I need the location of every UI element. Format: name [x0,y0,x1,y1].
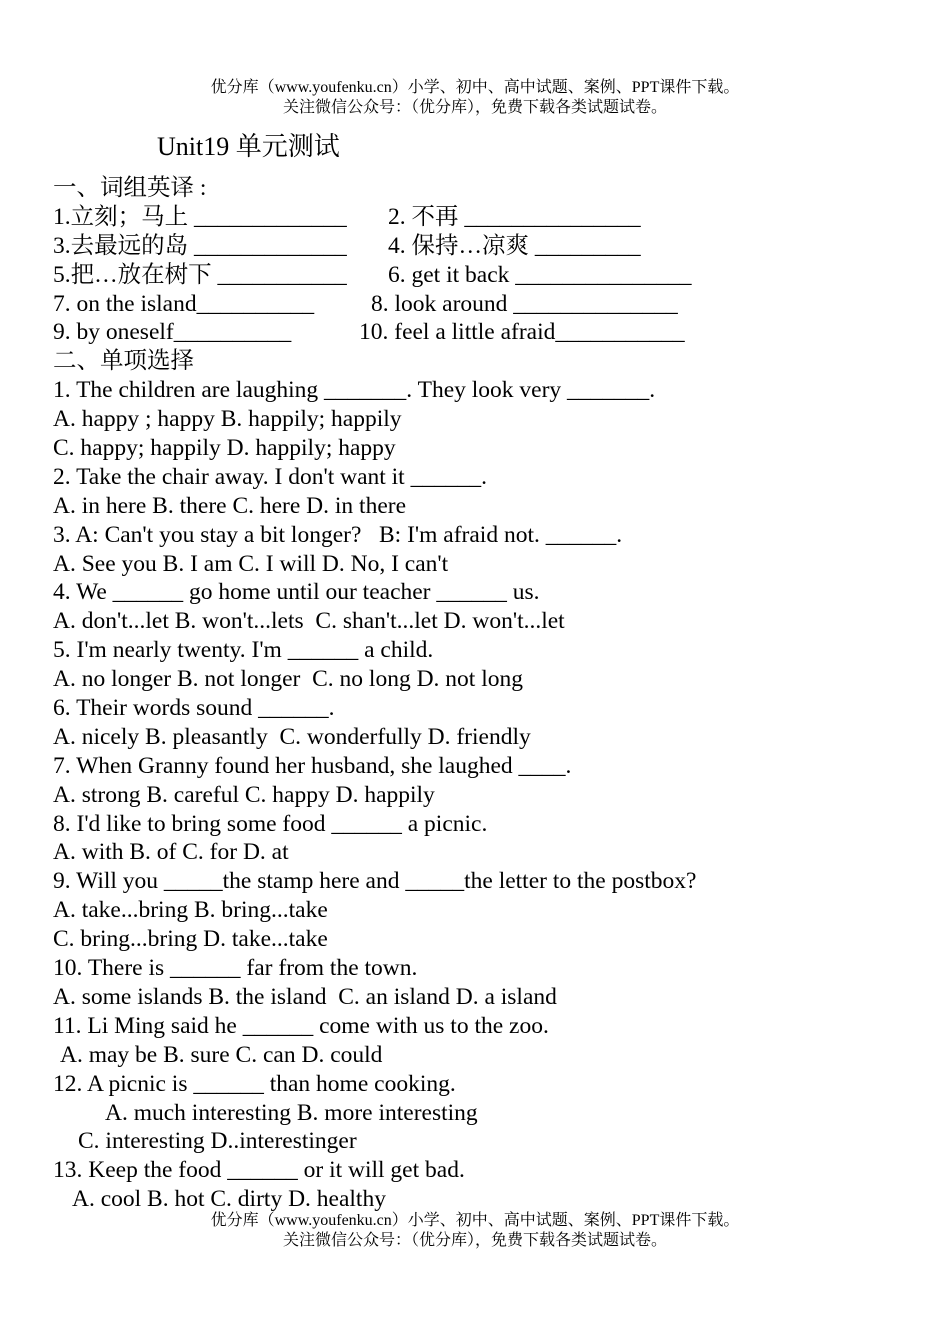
question-1-options: A. happy ; happy B. happily; happily [53,406,402,433]
footer-line-1: 优分库（www.youfenku.cn）小学、初中、高中试题、案例、PPT课件下载。 [210,1212,740,1229]
question-7-options: A. strong B. careful C. happy D. happily [53,781,435,808]
footer-line-2: 关注微信公众号：（优分库），免费下载各类试题试卷。 [282,1232,667,1249]
question-3: 3. A: Can't you stay a bit longer? B: I'm afraid not. ______. [53,521,623,548]
phrase-item: 8. look around ______________ [371,290,678,317]
question-12: 12. A picnic is ______ than home cooking. [53,1070,456,1097]
question-13: 13. Keep the food ______ or it will get bad. [53,1157,465,1184]
phrase-item: 6. get it back _______________ [388,261,692,288]
question-10-options: A. some islands B. the island C. an island D. a island [53,983,557,1010]
question-12-options: C. interesting D..interestinger [78,1128,357,1155]
phrase-item: 1.立刻；马上 _____________ [53,203,347,230]
phrase-row-5 [53,318,933,347]
phrase-item: 9. by oneself__________ [53,319,292,346]
phrase-item: 7. on the island__________ [53,290,315,317]
question-9-options: A. take...bring B. bring...take [53,897,328,924]
question-1-options: C. happy; happily D. happily; happy [53,435,396,462]
page-header [0,78,950,118]
page-title: Unit19 单元测试 [157,132,340,161]
header-line-1: 优分库（www.youfenku.cn）小学、初中、高中试题、案例、PPT课件下载。 [210,79,740,96]
question-10: 10. There is ______ far from the town. [53,955,418,982]
phrase-item: 5.把…放在树下 ___________ [53,261,347,288]
phrase-row-1 [53,203,933,232]
header-line-2: 关注微信公众号：（优分库），免费下载各类试题试卷。 [282,99,667,116]
section1-heading: 一、词组英译 : [53,175,207,201]
question-13-options: A. cool B. hot C. dirty D. healthy [72,1186,386,1213]
question-2-options: A. in here B. there C. here D. in there [53,492,407,519]
phrase-item: 4. 保持…凉爽 _________ [388,232,641,259]
question-5-options: A. no longer B. not longer C. no long D. not long [53,666,523,693]
question-4-options: A. don't...let B. won't...lets C. shan't...let D. won't...let [53,608,565,635]
phrase-item: 3.去最远的岛 _____________ [53,232,347,259]
question-11: 11. Li Ming said he ______ come with us to the zoo. [53,1012,549,1039]
question-12-options: A. much interesting B. more interesting [105,1099,478,1126]
question-5: 5. I'm nearly twenty. I'm ______ a child. [53,637,434,664]
phrase-item: 2. 不再 _______________ [388,203,641,230]
question-6-options: A. nicely B. pleasantly C. wonderfully D. friendly [53,723,531,750]
phrase-row-3 [53,261,933,290]
phrase-row-4 [53,290,933,319]
question-3-options: A. See you B. I am C. I will D. No, I can't [53,550,449,577]
section2-heading: 二、单项选择 [53,348,194,375]
worksheet-body [53,174,933,1214]
question-9-options: C. bring...bring D. take...take [53,926,328,953]
question-1: 1. The children are laughing _______. They look very _______. [53,377,656,404]
question-6: 6. Their words sound ______. [53,695,335,722]
question-7: 7. When Granny found her husband, she laughed ____. [53,752,572,779]
page-footer [0,1211,950,1251]
phrase-row-2 [53,232,933,261]
question-8-options: A. with B. of C. for D. at [53,839,289,866]
phrase-item: 10. feel a little afraid___________ [359,319,685,346]
question-9: 9. Will you _____the stamp here and _____the letter to the postbox? [53,868,697,895]
question-8: 8. I'd like to bring some food ______ a picnic. [53,810,488,837]
question-4: 4. We ______ go home until our teacher ______ us. [53,579,540,606]
question-2: 2. Take the chair away. I don't want it ______. [53,463,487,490]
question-11-options: A. may be B. sure C. can D. could [60,1041,383,1068]
